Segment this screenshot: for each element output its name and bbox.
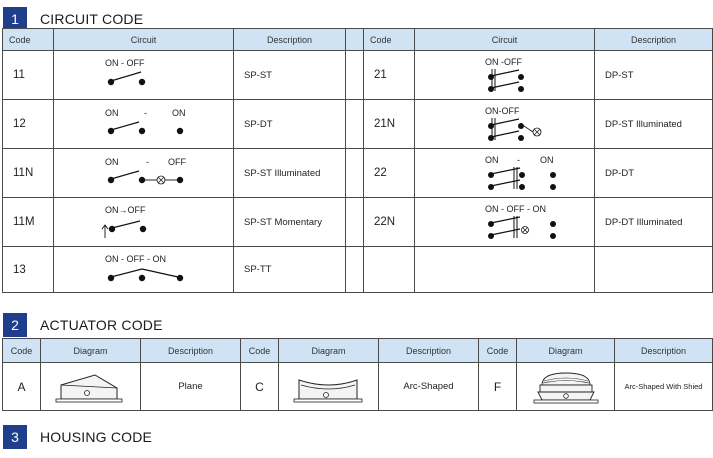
circuit-21-diagram [445, 55, 565, 95]
table-row [3, 247, 713, 293]
actuator-code: F [479, 363, 517, 411]
circuit-diagram [415, 51, 595, 100]
circuit-13-diagram [84, 251, 204, 289]
circuit-code: 12 [3, 100, 54, 149]
circuit-label: ON [539, 155, 553, 165]
empty-cell [364, 247, 415, 293]
circuit-11n-diagram [84, 153, 204, 193]
section-housing-code [3, 424, 152, 450]
spacer [346, 51, 364, 100]
circuit-description: DP-ST Illuminated [595, 100, 713, 149]
table-row [3, 149, 713, 198]
circuit-22n-diagram [445, 202, 565, 242]
actuator-description: Plane [141, 363, 241, 411]
header-code: Code [241, 339, 279, 363]
circuit-diagram [54, 198, 234, 247]
empty-cell [595, 247, 713, 293]
spacer [346, 100, 364, 149]
circuit-diagram [54, 100, 234, 149]
circuit-label: ON→OFF [104, 205, 145, 215]
circuit-code: 13 [3, 247, 54, 293]
actuator-arc-shield-icon [526, 367, 606, 407]
circuit-code: 22 [364, 149, 415, 198]
header-code: Code [3, 339, 41, 363]
actuator-diagram [41, 363, 141, 411]
section-actuator-code [3, 312, 163, 338]
circuit-description: SP-ST [234, 51, 346, 100]
circuit-21n-diagram [445, 104, 565, 144]
actuator-description: Arc-Shaped [379, 363, 479, 411]
actuator-arc-icon [289, 368, 369, 406]
table-row [3, 198, 713, 247]
circuit-label: OFF [167, 157, 186, 167]
circuit-label: ON [484, 155, 498, 165]
circuit-code: 11 [3, 51, 54, 100]
actuator-diagram [279, 363, 379, 411]
section-title: ACTUATOR CODE [40, 317, 163, 333]
circuit-code: 21 [364, 51, 415, 100]
circuit-description: SP-DT [234, 100, 346, 149]
actuator-code: A [3, 363, 41, 411]
header-code: Code [364, 29, 415, 51]
circuit-diagram [54, 149, 234, 198]
circuit-code: 11N [3, 149, 54, 198]
section-number: 1 [3, 7, 27, 31]
circuit-diagram [415, 198, 595, 247]
actuator-description: Arc-Shaped With Shied [615, 363, 713, 411]
circuit-label: - [143, 108, 147, 118]
circuit-description: DP-DT [595, 149, 713, 198]
circuit-label: ON [171, 108, 185, 118]
spacer [346, 29, 364, 51]
header-description: Description [595, 29, 713, 51]
section-number: 3 [3, 425, 27, 449]
circuit-label: ON [104, 157, 118, 167]
circuit-code-table [2, 28, 713, 293]
circuit-code: 22N [364, 198, 415, 247]
header-circuit: Circuit [415, 29, 595, 51]
section-title: CIRCUIT CODE [40, 11, 144, 27]
circuit-diagram [54, 51, 234, 100]
spacer [346, 149, 364, 198]
circuit-11m-diagram [84, 202, 204, 242]
actuator-code: C [241, 363, 279, 411]
header-description: Description [615, 339, 713, 363]
circuit-diagram [415, 149, 595, 198]
actuator-plane-icon [51, 368, 131, 406]
circuit-label: - [516, 155, 520, 165]
header-diagram: Diagram [517, 339, 615, 363]
header-description: Description [141, 339, 241, 363]
circuit-label: ON - OFF [104, 58, 144, 68]
circuit-description: SP-ST Momentary [234, 198, 346, 247]
spacer [346, 198, 364, 247]
circuit-12-diagram [84, 104, 204, 144]
circuit-diagram [54, 247, 234, 293]
section-number: 2 [3, 313, 27, 337]
header-circuit: Circuit [54, 29, 234, 51]
table-row [3, 363, 713, 411]
header-code: Code [479, 339, 517, 363]
circuit-code: 11M [3, 198, 54, 247]
table-row [3, 100, 713, 149]
circuit-code: 21N [364, 100, 415, 149]
actuator-diagram [517, 363, 615, 411]
header-code: Code [3, 29, 54, 51]
table-row [3, 51, 713, 100]
header-diagram: Diagram [279, 339, 379, 363]
circuit-label: ON - OFF - ON [484, 204, 546, 214]
actuator-code-table [2, 338, 713, 411]
circuit-label: ON - OFF - ON [104, 253, 166, 264]
circuit-label: ON-OFF [484, 106, 519, 116]
circuit-label: ON [104, 108, 118, 118]
header-diagram: Diagram [41, 339, 141, 363]
spacer [346, 247, 364, 293]
circuit-label: - [145, 157, 149, 167]
circuit-description: SP-TT [234, 247, 346, 293]
empty-cell [415, 247, 595, 293]
circuit-label: ON -OFF [484, 57, 522, 67]
circuit-description: DP-DT Illuminated [595, 198, 713, 247]
circuit-diagram [415, 100, 595, 149]
circuit-11-diagram [84, 55, 204, 95]
circuit-22-diagram [445, 153, 565, 193]
circuit-description: SP-ST Illuminated [234, 149, 346, 198]
header-description: Description [379, 339, 479, 363]
section-title: HOUSING CODE [40, 429, 153, 445]
header-description: Description [234, 29, 346, 51]
circuit-description: DP-ST [595, 51, 713, 100]
